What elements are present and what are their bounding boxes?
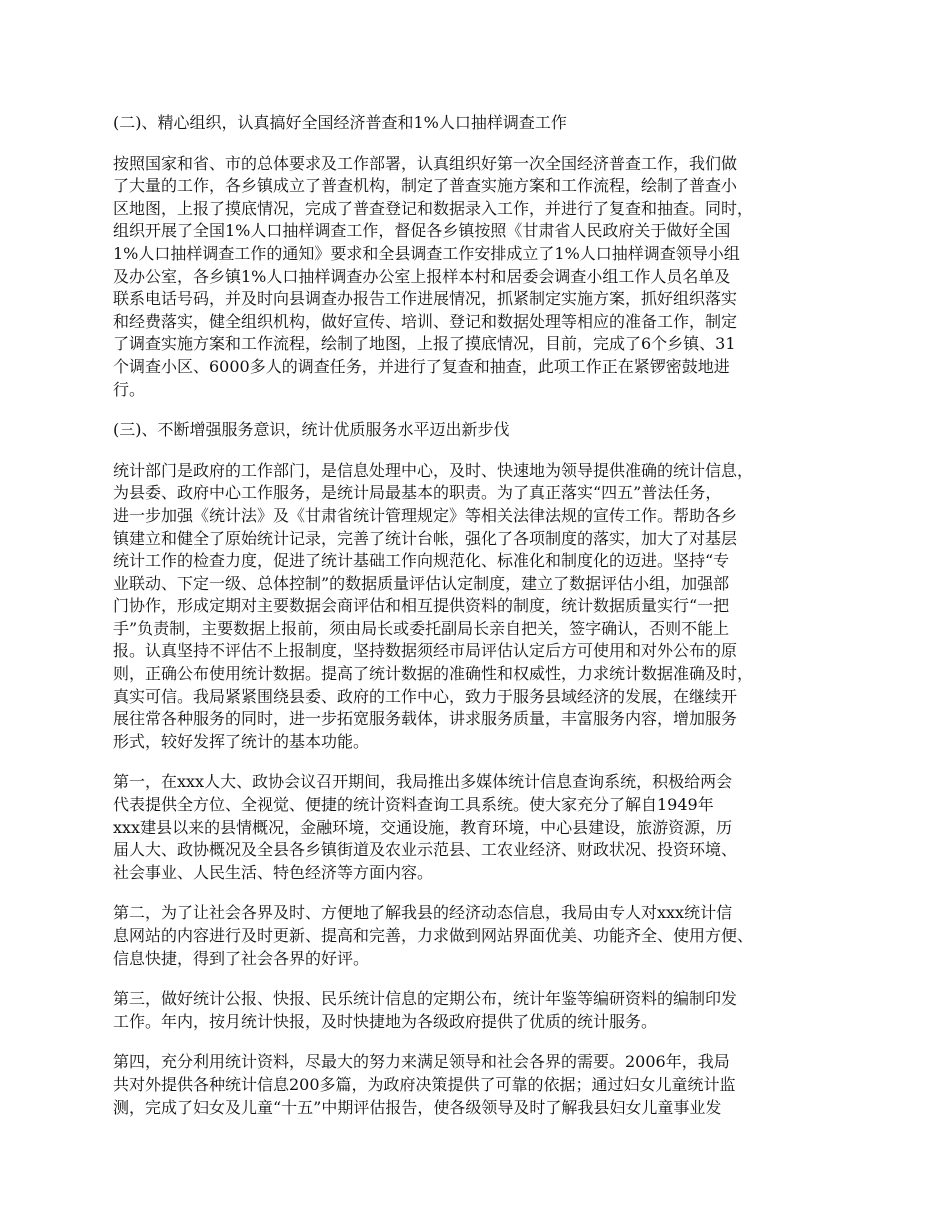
paragraph-line: 统计工作的检查力度，促进了统计基础工作向规范化、标准化和制度化的迈进。坚持“专 <box>113 551 730 571</box>
paragraph-line: 真实可信。我局紧紧围绕县委、政府的工作中心，致力于服务县域经济的发展，在继续开 <box>113 686 738 706</box>
paragraph-line: 信息快捷，得到了社会各界的好评。 <box>113 948 370 968</box>
paragraph-line: 1%人口抽样调查工作的通知》要求和全县调查工作安排成立了1%人口抽样调查领导小组 <box>113 243 740 263</box>
document-body <box>113 112 848 1137</box>
paragraph-line: 业联动、下定一级、总体控制”的数据质量评估认定制度，建立了数据评估小组，加强部 <box>113 573 730 593</box>
paragraph-line: 统计部门是政府的工作部门，是信息处理中心，及时、快速地为领导提供准确的统计信息， <box>113 460 754 480</box>
paragraph-line: 第四，充分利用统计资料，尽最大的努力来满足领导和社会各界的需要。2006年，我局 <box>113 1052 730 1072</box>
paragraph-line: 第一，在xxx人大、政协会议召开期间，我局推出多媒体统计信息查询系统，积极给两会 <box>113 772 733 792</box>
paragraph-line: 门协作，形成定期对主要数据会商评估和相互提供资料的制度，统计数据质量实行“一把 <box>113 596 730 616</box>
paragraph-line: 则，正确公布使用统计数据。提高了统计数据的准确性和权威性，力求统计数据准确及时， <box>113 664 754 684</box>
paragraph-line: 社会事业、人民生活、特色经济等方面内容。 <box>113 862 434 882</box>
paragraph-line: 个调查小区、6000多人的调查任务，并进行了复查和抽查，此项工作正在紧锣密鼓地进 <box>113 356 730 376</box>
paragraph-line: 报。认真坚持不评估不上报制度，坚持数据须经市局评估认定后方可使用和对外公布的原 <box>113 641 738 661</box>
paragraph-line: 息网站的内容进行及时更新、提高和完善，力求做到网站界面优美、功能齐全、使用方便、 <box>113 926 754 945</box>
paragraph-line: 了调查实施方案和工作流程，绘制了地图，上报了摸底情况，目前，完成了6个乡镇、31 <box>113 334 736 354</box>
paragraph <box>113 153 848 402</box>
section-heading: (二)、精心组织，认真搞好全国经济普查和1%人口抽样调查工作 <box>113 113 567 132</box>
paragraph-line: 展往常各种服务的同时，进一步拓宽服务载体，讲求服务质量，丰富服务内容，增加服务 <box>113 709 738 729</box>
paragraph <box>113 988 848 1033</box>
paragraph <box>113 1051 848 1119</box>
section-heading: (三)、不断增强服务意识，统计优质服务水平迈出新步伐 <box>113 420 510 440</box>
paragraph <box>113 771 848 884</box>
paragraph-line: 代表提供全方位、全视觉、便捷的统计资料查询工具系统。使大家充分了解自1949年 <box>113 795 714 815</box>
paragraph-line: 第三，做好统计公报、快报、民乐统计信息的定期公布，统计年鉴等编研资料的编制印发 <box>113 989 738 1009</box>
paragraph-line: 届人大、政协概况及全县各乡镇街道及农业示范县、工农业经济、财政状况、投资环境、 <box>113 840 738 860</box>
paragraph-line: 为县委、政府中心工作服务，是统计局最基本的职责。为了真正落实“四五”普法任务， <box>113 483 722 503</box>
paragraph-line: 工作。年内，按月统计快报，及时快捷地为各级政府提供了优质的统计服务。 <box>113 1011 658 1031</box>
paragraph-line: 第二，为了让社会各界及时、方便地了解我县的经济动态信息，我局由专人对xxx统计信 <box>113 903 733 923</box>
paragraph-line: 测，完成了妇女及儿童“十五”中期评估报告，使各级领导及时了解我县妇女儿童事业发 <box>113 1097 722 1117</box>
paragraph-line: 区地图，上报了摸底情况，完成了普查登记和数据录入工作，并进行了复查和抽查。同时， <box>113 198 754 218</box>
paragraph-line: 按照国家和省、市的总体要求及工作部署，认真组织好第一次全国经济普查工作，我们做 <box>113 153 738 173</box>
paragraph-line: xxx建县以来的县情概况，金融环境，交通设施，教育环境，中心县建设，旅游资源，历 <box>113 817 733 837</box>
paragraph-line: 进一步加强《统计法》及《甘肃省统计管理规定》等相关法律法规的宣传工作。帮助各乡 <box>113 505 738 525</box>
paragraph-line: 了大量的工作，各乡镇成立了普查机构，制定了普查实施方案和工作流程，绘制了普查小 <box>113 176 738 196</box>
paragraph-line: 和经费落实，健全组织机构，做好宣传、培训、登记和数据处理等相应的准备工作，制定 <box>113 311 738 331</box>
paragraph-line: 联系电话号码，并及时向县调查办报告工作进展情况，抓紧制定实施方案，抓好组织落实 <box>113 289 738 309</box>
paragraph-line: 行。 <box>113 379 146 399</box>
paragraph-line: 组织开展了全国1%人口抽样调查工作，督促各乡镇按照《甘肃省人民政府关于做好全国 <box>113 221 731 241</box>
paragraph-line: 共对外提供各种统计信息200多篇，为政府决策提供了可靠的依据；通过妇女儿童统计监 <box>113 1074 736 1094</box>
paragraph <box>113 902 848 970</box>
paragraph-line: 手”负责制，主要数据上报前，须由局长或委托副局长亲自把关，签字确认，否则不能上 <box>113 618 730 638</box>
paragraph-line: 形式，较好发挥了统计的基本功能。 <box>113 731 370 751</box>
paragraph-line: 及办公室，各乡镇1%人口抽样调查办公室上报样本村和居委会调查小组工作人员名单及 <box>113 266 731 286</box>
paragraph-line: 镇建立和健全了原始统计记录，完善了统计台帐，强化了各项制度的落实，加大了对基层 <box>113 528 738 548</box>
paragraph <box>113 460 848 754</box>
